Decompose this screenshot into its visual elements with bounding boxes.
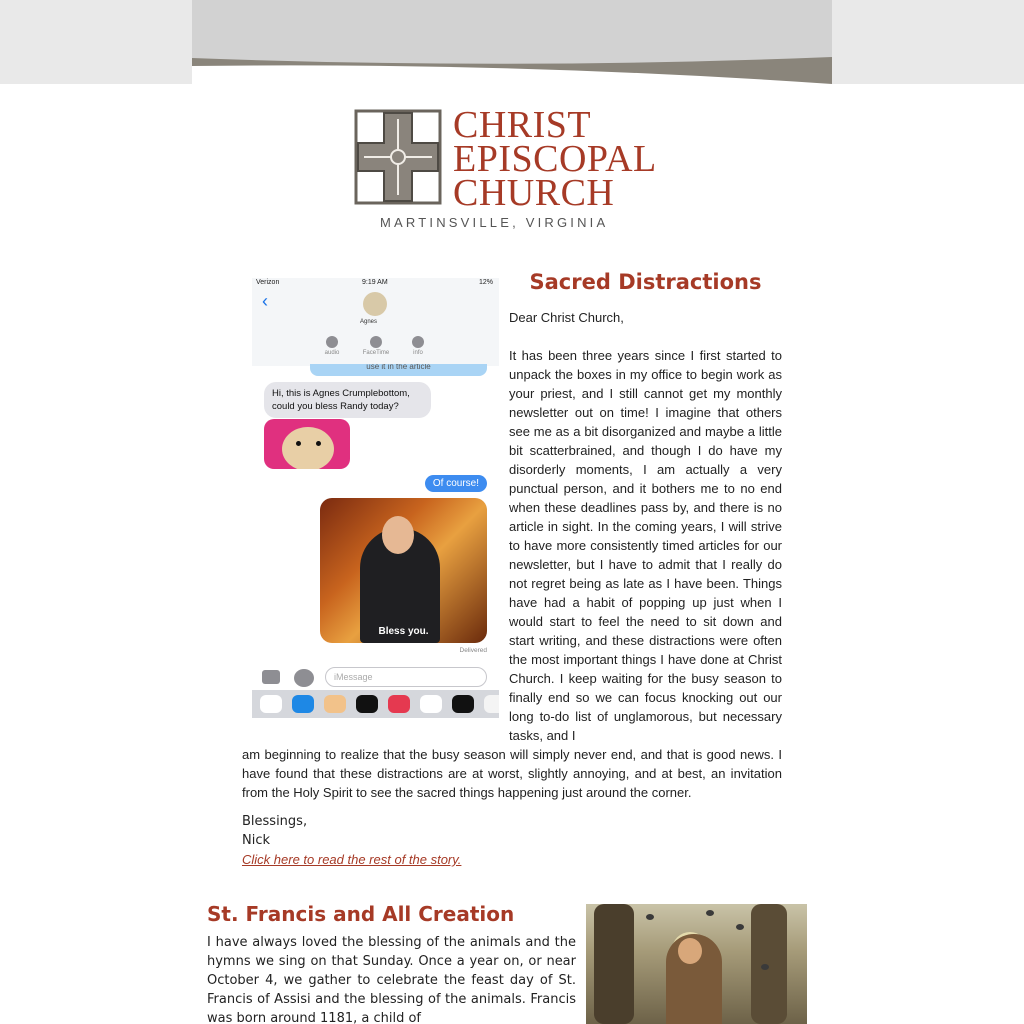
partial-message-bubble: use it in the article — [310, 364, 487, 376]
message-input-bar — [252, 666, 499, 690]
photos-icon — [260, 695, 282, 713]
search-gif-icon — [388, 695, 410, 713]
imessage-input: iMessage — [325, 667, 487, 687]
facetime-label: FaceTime — [362, 350, 390, 356]
back-chevron-icon: ‹ — [262, 291, 268, 311]
hamster-photo — [264, 419, 350, 469]
app-tray — [252, 690, 499, 718]
info-icon — [412, 336, 424, 348]
logo-text-line-2: EPISCOPAL — [453, 138, 657, 180]
memoji-icon — [324, 695, 346, 713]
video-icon — [370, 336, 382, 348]
appstore-tray-icon — [292, 695, 314, 713]
audio-label: audio — [324, 350, 340, 356]
phone-icon — [326, 336, 338, 348]
header-banner — [192, 0, 832, 84]
article-body-full-width: am beginning to realize that the busy season will simply never end, and that is good news. I have found that these distractions are at worst, slightly annoying, and at best, an invitation from the Holy Spirit to see the sacred things happening just around the corner. — [242, 747, 782, 800]
signature: Nick — [242, 833, 271, 848]
camera-icon — [262, 670, 280, 684]
incoming-message-bubble: Hi, this is Agnes Crumplebottom, could you bless Randy today? — [264, 382, 431, 418]
logo-text-line-3: CHURCH — [453, 172, 615, 214]
app-store-icon — [294, 669, 314, 687]
article-title: Sacred Distractions — [529, 270, 762, 294]
greeting: Dear Christ Church, — [509, 310, 624, 325]
audio-action — [312, 336, 352, 356]
logo-location: MARTINSVILLE, VIRGINIA — [380, 215, 609, 230]
music-icon — [420, 695, 442, 713]
facetime-action — [356, 336, 396, 356]
meme-caption: Bless you. — [378, 626, 429, 637]
delivered-status: Delivered — [459, 647, 487, 654]
bless-you-meme-image — [320, 498, 487, 643]
apple-pay-icon — [356, 695, 378, 713]
st-francis-painting — [586, 904, 807, 1024]
closing: Blessings, — [242, 814, 308, 829]
logo-text-line-1: CHRIST — [453, 104, 592, 146]
info-label: info — [413, 350, 423, 356]
info-action — [398, 336, 438, 356]
battery-label: 12% — [478, 279, 493, 286]
second-article-body: I have always loved the blessing of the animals and the hymns we sing on that Sunday. Once a year on, or near October 4, we gather to celebrate the feast day of St. Francis of Assisi and the blessing of the animals. Francis was born around 1181, a child of — [207, 935, 576, 1024]
second-article-title: St. Francis and All Creation — [207, 902, 515, 926]
digital-touch-icon — [452, 695, 474, 713]
status-time: 9:19 AM — [362, 279, 388, 286]
read-more-link[interactable]: Click here to read the rest of the story. — [242, 852, 462, 867]
carrier-label: Verizon — [256, 279, 280, 286]
article-body-right: It has been three years since I first started to unpack the boxes in my office to begin work as your priest, and I still cannot get my monthly newsletter out on time! I imagine that others see me as a bit disorganized and maybe a little bit scatterbrained, and though I do have my disorderly moments, I am actually a very punctual person, and it bothers me to no end when these deadlines pass by, and there is no article in sight. In the coming years, I will strive to have more consistently timed articles for our newsletter, but I have to admit that I really do not regret being as late as I have been. Things have had a habit of popping up just when I would start to feel the need to sit down and start writing, and these distractions were often the most important things I have done at Christ Church. I keep waiting for the busy season to finally end so we can focus knocking out our long to-do list of unglamorous, but necessary tasks, and I — [509, 348, 782, 743]
more-apps-icon — [484, 695, 499, 713]
contact-name: Agnes — [360, 319, 378, 325]
imessage-screenshot — [252, 278, 499, 718]
outgoing-message-bubble: Of course! — [425, 475, 487, 492]
church-logo — [352, 104, 682, 232]
cross-icon — [352, 107, 444, 207]
imessage-header — [252, 278, 499, 366]
contact-avatar — [363, 292, 387, 316]
